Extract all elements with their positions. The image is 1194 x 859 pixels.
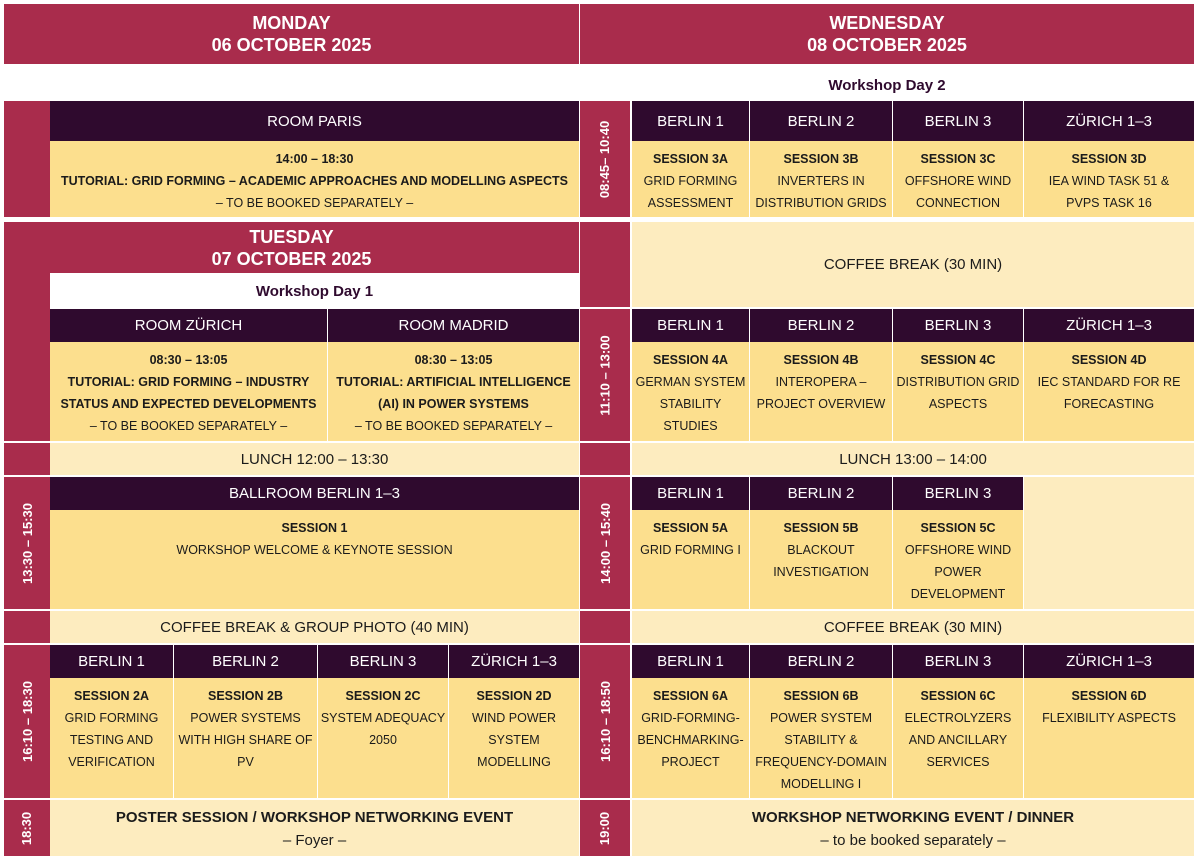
session-line: INVERTERS IN [777, 174, 865, 188]
session-line: DEVELOPMENT [910, 587, 1006, 601]
poster-title: POSTER SESSION / WORKSHOP NETWORKING EVENT [115, 809, 514, 826]
tuesday-header [4, 222, 579, 273]
session-2a[interactable] [50, 678, 173, 798]
session-6a[interactable] [632, 678, 749, 798]
workshop-day-2: Workshop Day 2 [828, 76, 946, 94]
session-line: BENCHMARKING- [637, 733, 744, 747]
dinner-title: WORKSHOP NETWORKING EVENT / DINNER [751, 809, 1075, 826]
session6-time [580, 645, 630, 798]
monday-day: MONDAY [252, 13, 331, 33]
session-line: GRID-FORMING- [641, 711, 740, 725]
session-line: INTEROPERA – [775, 375, 867, 389]
session-line: PVPS TASK 16 [1066, 196, 1152, 210]
session-code: SESSION 2B [207, 689, 284, 703]
session-code: SESSION 6A [652, 689, 729, 703]
session-line: BLACKOUT [787, 543, 855, 557]
room-madrid-header: ROOM MADRID [328, 309, 579, 342]
session-line: FREQUENCY-DOMAIN [755, 755, 887, 769]
session-line: MODELLING [477, 755, 551, 769]
monday-tutorial-time: 14:00 – 18:30 [275, 152, 354, 166]
session-1[interactable] [50, 510, 579, 609]
session-code: SESSION 4B [783, 353, 859, 367]
session-line: WIND POWER [471, 711, 557, 725]
room-header: BERLIN 3 [893, 477, 1023, 510]
session-3a[interactable] [632, 141, 749, 217]
session-line: GRID FORMING I [640, 543, 741, 557]
wednesday-coffee-1: COFFEE BREAK (30 MIN) [632, 222, 1194, 307]
session-line: OFFSHORE WIND [904, 543, 1012, 557]
session-line: INVESTIGATION [773, 565, 869, 579]
dinner-time-label: 19:00 [597, 811, 613, 845]
room-header: BERLIN 3 [893, 309, 1023, 342]
session-line: PROJECT [661, 755, 720, 769]
workshop-day-1: Workshop Day 1 [255, 282, 374, 300]
session-line: STABILITY [659, 397, 722, 411]
wednesday-header [580, 4, 1194, 64]
tutorial-title-line: STATUS AND EXPECTED DEVELOPMENTS [60, 397, 317, 411]
wednesday-lunch: LUNCH 13:00 – 14:00 [632, 443, 1194, 475]
room-header: ZÜRICH 1–3 [1024, 645, 1194, 678]
room-header: BERLIN 1 [632, 477, 749, 510]
session-line: ASPECTS [928, 397, 988, 411]
session-code: SESSION 2A [73, 689, 150, 703]
session-code: SESSION 6D [1071, 689, 1147, 703]
room-header: BERLIN 3 [893, 101, 1023, 141]
session-6b[interactable] [750, 678, 892, 798]
wednesday-date: 08 OCTOBER 2025 [807, 35, 967, 55]
session4-time-label: 11:10 – 13:00 [597, 334, 613, 416]
poster-session[interactable] [50, 800, 579, 856]
session1-time-label: 13:30 – 15:30 [19, 502, 35, 584]
session3-time-label: 08:45– 10:40 [597, 120, 613, 198]
session-line: IEC STANDARD FOR RE [1037, 375, 1181, 389]
session2-time [4, 645, 50, 798]
session-code: SESSION 4C [920, 353, 996, 367]
session-line: SYSTEM ADEQUACY [320, 711, 446, 725]
session6-time-label: 16:10 – 18:50 [597, 681, 613, 762]
monday-header [4, 4, 579, 64]
room-header: BERLIN 3 [318, 645, 448, 678]
session-line: TESTING AND [69, 733, 154, 747]
room-zurich-header: ROOM ZÜRICH [50, 309, 327, 342]
tuesday-lunch: LUNCH 12:00 – 13:30 [50, 443, 579, 475]
session-code: SESSION 2D [476, 689, 552, 703]
room-header: ZÜRICH 1–3 [449, 645, 579, 678]
session5-time-label: 14:00 – 15:40 [597, 502, 613, 584]
room-header: BERLIN 2 [750, 101, 892, 141]
tutorial-grid-forming-industry[interactable] [50, 342, 327, 441]
tutorial-time: 08:30 – 13:05 [149, 353, 228, 367]
session-4a[interactable] [632, 342, 749, 441]
poster-time-label: 18:30 [19, 811, 35, 845]
session-line: SERVICES [926, 755, 990, 769]
room-header: BERLIN 1 [632, 645, 749, 678]
session-line: FLEXIBILITY ASPECTS [1042, 711, 1176, 725]
tuesday-day: TUESDAY [249, 226, 334, 247]
session-line: GERMAN SYSTEM [635, 375, 746, 389]
session-line: DISTRIBUTION GRIDS [755, 196, 887, 210]
session-line: MODELLING I [780, 777, 862, 791]
session-line: ELECTROLYZERS [904, 711, 1012, 725]
tutorial-title-line: TUTORIAL: GRID FORMING – INDUSTRY [67, 375, 310, 389]
session-line: GRID FORMING [643, 174, 738, 188]
session-code: SESSION 3A [652, 152, 729, 166]
monday-tutorial[interactable] [50, 141, 579, 217]
lunch-bar [4, 443, 50, 475]
empty-slot [1024, 477, 1194, 609]
monday-tutorial-title: TUTORIAL: GRID FORMING – ACADEMIC APPROACHES AND MODELLING ASPECTS [61, 174, 568, 188]
session-code: SESSION 6B [783, 689, 859, 703]
session-line: AND ANCILLARY [908, 733, 1008, 747]
session-code: SESSION 3C [920, 152, 996, 166]
session-2d[interactable] [449, 678, 579, 798]
session-code: SESSION 6C [920, 689, 996, 703]
session3-time [580, 101, 630, 217]
tuesday-morning-bar [4, 273, 50, 441]
coffee2-bar [580, 611, 630, 643]
room-header: BERLIN 1 [632, 101, 749, 141]
session-line: WITH HIGH SHARE OF [178, 733, 313, 747]
session-5b[interactable] [750, 510, 892, 609]
session-4c[interactable] [893, 342, 1023, 441]
session-code: SESSION 3B [783, 152, 859, 166]
tuesday-coffee: COFFEE BREAK & GROUP PHOTO (40 MIN) [50, 611, 579, 643]
tutorial-note: – TO BE BOOKED SEPARATELY – [354, 419, 553, 433]
session-line: STABILITY & [784, 733, 858, 747]
session-line: OFFSHORE WIND [904, 174, 1012, 188]
session5-time [580, 477, 630, 609]
session-line: POWER SYSTEMS [190, 711, 301, 725]
session-line: DISTRIBUTION GRID [896, 375, 1020, 389]
dinner-time [580, 800, 630, 856]
session-line: PROJECT OVERVIEW [756, 397, 886, 411]
poster-time [4, 800, 50, 856]
dinner-sub: – to be booked separately – [820, 832, 1006, 849]
session-line: VERIFICATION [68, 755, 155, 769]
session-line: POWER [934, 565, 982, 579]
coffee1-bar [580, 222, 630, 307]
session-3c[interactable] [893, 141, 1023, 217]
room-header: ZÜRICH 1–3 [1024, 101, 1194, 141]
room-header: BERLIN 1 [632, 309, 749, 342]
session-line: ASSESSMENT [647, 196, 734, 210]
session-5c[interactable] [893, 510, 1023, 609]
room-header: BERLIN 2 [174, 645, 317, 678]
tutorial-title-line: TUTORIAL: ARTIFICIAL INTELLIGENCE [336, 375, 571, 389]
session-4b[interactable] [750, 342, 892, 441]
session1-time [4, 477, 50, 609]
room-header: BERLIN 2 [750, 645, 892, 678]
room-header: BERLIN 1 [50, 645, 173, 678]
session-code: SESSION 1 [281, 521, 348, 535]
session-2b[interactable] [174, 678, 317, 798]
session-code: SESSION 3D [1071, 152, 1147, 166]
tutorial-time: 08:30 – 13:05 [414, 353, 493, 367]
session4-time [580, 309, 630, 441]
coffee-bar [4, 611, 50, 643]
session-code: SESSION 4A [652, 353, 729, 367]
room-paris-header: ROOM PARIS [50, 101, 579, 141]
session-line: STUDIES [663, 419, 718, 433]
session2-time-label: 16:10 – 18:30 [19, 681, 35, 762]
monday-tutorial-note: – TO BE BOOKED SEPARATELY – [215, 196, 414, 210]
session-code: SESSION 4D [1071, 353, 1147, 367]
session-code: SESSION 5B [783, 521, 859, 535]
session-line: CONNECTION [915, 196, 1001, 210]
tuesday-date: 07 OCTOBER 2025 [211, 248, 372, 269]
session-3d[interactable] [1024, 141, 1194, 217]
tutorial-title-line: (AI) IN POWER SYSTEMS [378, 397, 529, 411]
room-header: BERLIN 2 [750, 309, 892, 342]
session-code: SESSION 5A [652, 521, 729, 535]
session-line: GRID FORMING [64, 711, 159, 725]
session-5a[interactable] [632, 510, 749, 609]
monday-date: 06 OCTOBER 2025 [211, 35, 372, 55]
ballroom-header: BALLROOM BERLIN 1–3 [50, 477, 579, 510]
wed-lunch-bar [580, 443, 630, 475]
session-line: IEA WIND TASK 51 & [1048, 174, 1170, 188]
wednesday-day: WEDNESDAY [829, 13, 945, 33]
session-6d[interactable] [1024, 678, 1194, 798]
monday-time-bar [4, 101, 50, 217]
room-header: ZÜRICH 1–3 [1024, 309, 1194, 342]
session-line: SYSTEM [488, 733, 540, 747]
session-line: POWER SYSTEM [769, 711, 873, 725]
wednesday-coffee-2: COFFEE BREAK (30 MIN) [632, 611, 1194, 643]
tutorial-note: – TO BE BOOKED SEPARATELY – [89, 419, 288, 433]
session-title: WORKSHOP WELCOME & KEYNOTE SESSION [176, 543, 453, 557]
tutorial-ai-power-systems[interactable] [328, 342, 579, 441]
session-6c[interactable] [893, 678, 1023, 798]
room-header: BERLIN 2 [750, 477, 892, 510]
session-3b[interactable] [750, 141, 892, 217]
session-2c[interactable] [318, 678, 448, 798]
room-header: BERLIN 3 [893, 645, 1023, 678]
networking-dinner[interactable] [632, 800, 1194, 856]
session-code: SESSION 2C [345, 689, 421, 703]
poster-sub: – Foyer – [282, 832, 347, 849]
session-line: PV [237, 755, 254, 769]
session-code: SESSION 5C [920, 521, 996, 535]
session-4d[interactable] [1024, 342, 1194, 441]
session-line: 2050 [369, 733, 397, 747]
session-line: FORECASTING [1063, 397, 1155, 411]
